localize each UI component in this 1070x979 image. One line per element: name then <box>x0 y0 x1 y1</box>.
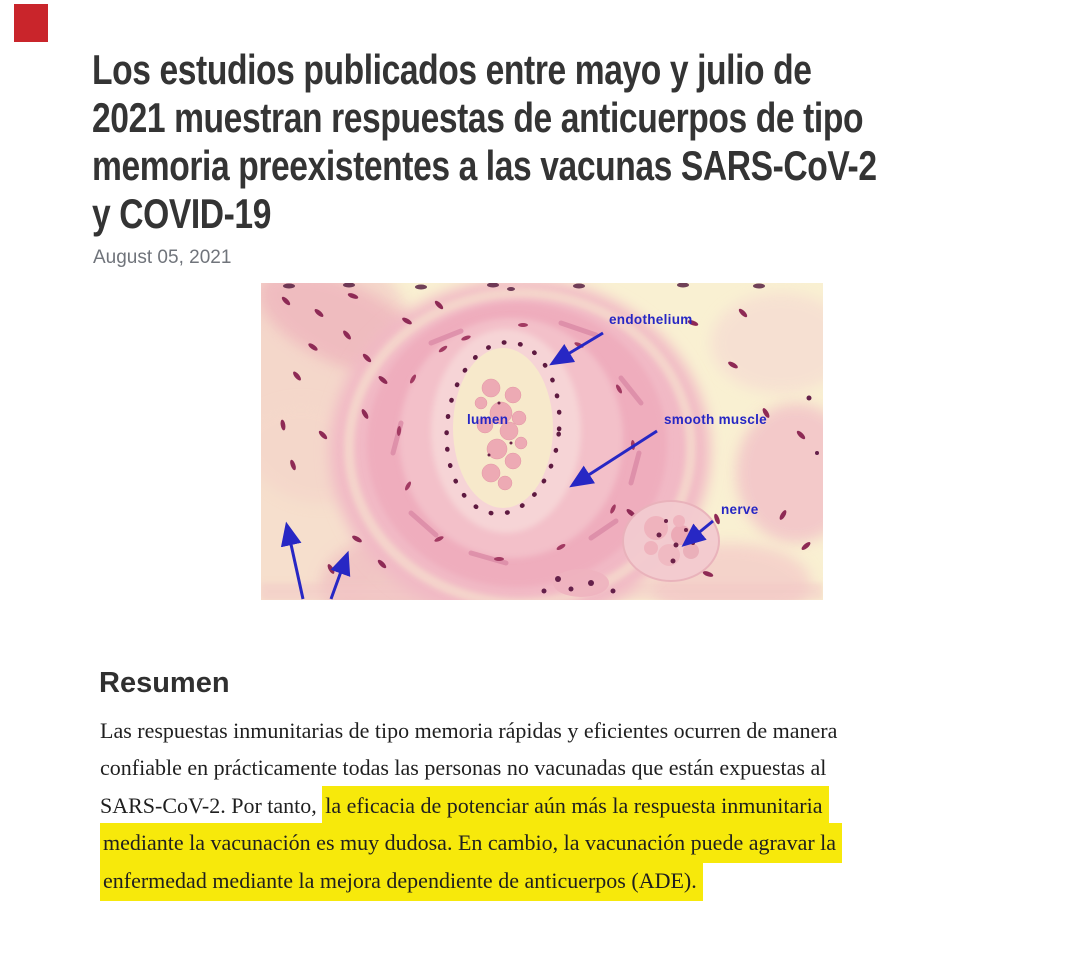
title-line-3: memoria preexistentes a las vacunas SARS-CoV-2 <box>92 142 877 189</box>
summary-text: SARS-CoV-2. Por tanto, <box>100 792 323 818</box>
publish-date: August 05, 2021 <box>93 247 232 268</box>
figure-label-lumen: lumen <box>467 412 509 427</box>
summary-text: Las respuestas inmunitarias de tipo memoria rápidas y eficientes ocurren de manera <box>100 718 838 743</box>
highlighted-text: la eficacia de potenciar aún más la respuesta inmunitaria <box>322 786 828 826</box>
summary-line <box>100 712 1005 749</box>
figure-label-smooth-muscle: smooth muscle <box>664 412 767 427</box>
article-figure[interactable] <box>261 283 823 600</box>
summary-line <box>100 862 1005 899</box>
highlighted-text: mediante la vacunación es muy dudosa. En cambio, la vacunación puede agravar la <box>100 823 842 863</box>
summary-paragraph <box>100 712 1005 899</box>
summary-line <box>100 749 1005 786</box>
title-line-4: y COVID-19 <box>92 190 271 237</box>
summary-text: confiable en prácticamente todas las personas no vacunadas que están expuestas al <box>100 755 827 781</box>
title-line-1: Los estudios publicados entre mayo y julio de <box>92 46 812 93</box>
summary-line <box>100 787 1005 824</box>
figure-label-endothelium: endothelium <box>609 312 693 327</box>
highlighted-text: enfermedad mediante la mejora dependiente de anticuerpos (ADE). <box>100 861 703 901</box>
figure-label-nerve: nerve <box>721 502 759 517</box>
summary-line <box>100 824 1005 861</box>
article-title <box>92 46 877 238</box>
summary-heading: Resumen <box>99 667 230 699</box>
site-logo-mark <box>14 4 48 42</box>
histology-figure-svg <box>261 283 823 600</box>
nerve-bundle <box>623 501 719 581</box>
title-line-2: 2021 muestran respuestas de anticuerpos de tipo <box>92 94 864 141</box>
